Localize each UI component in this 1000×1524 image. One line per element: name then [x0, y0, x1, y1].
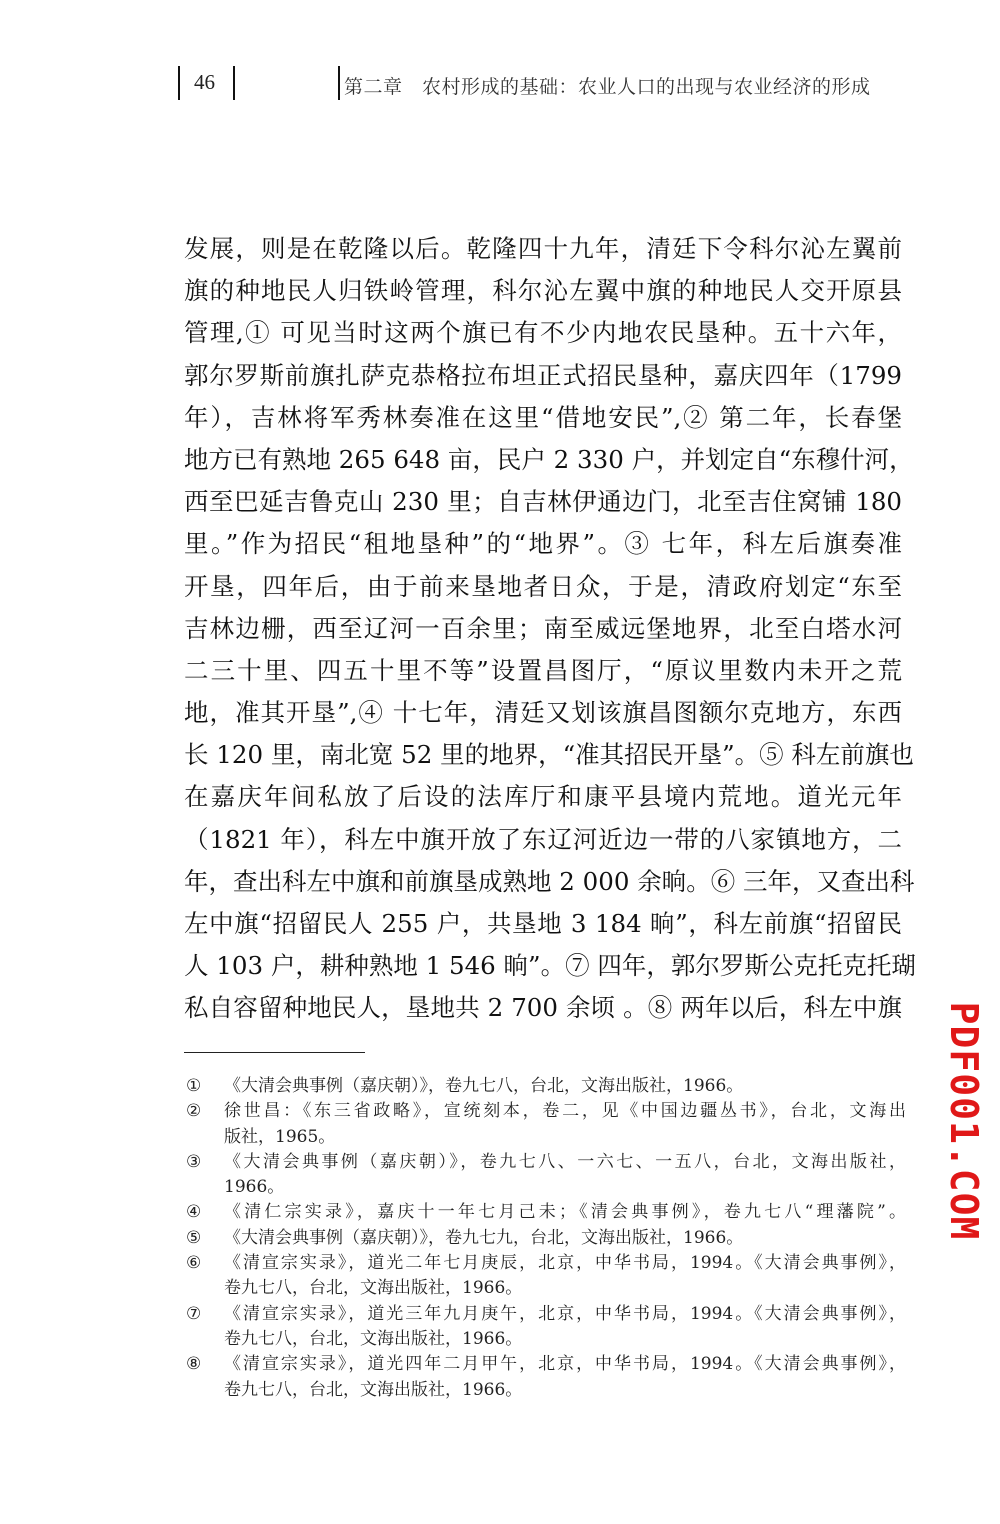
- body-line: 年），吉林将军秀林奏准在这里“借地安民”,② 第二年，长春堡: [184, 402, 902, 432]
- body-line: 地方已有熟地 265 648 亩，民户 2 330 户，并划定自“东穆什河，: [184, 444, 914, 474]
- footnote-mark: ⑥: [186, 1253, 202, 1274]
- footnote-line: 《清宣宗实录》，道光二年七月庚辰，北京，中华书局，1994。《大清会典事例》，: [224, 1253, 906, 1274]
- page-number: 46: [194, 70, 215, 94]
- header-title-rule: [338, 66, 340, 100]
- footnote-line: 《清宣宗实录》，道光四年二月甲午，北京，中华书局，1994。《大清会典事例》，: [224, 1354, 906, 1375]
- footnote-rule: [184, 1052, 365, 1053]
- body-line: 长 120 里，南北宽 52 里的地界，“准其招民开垦”。⑤ 科左前旗也: [184, 740, 914, 770]
- footnote: [184, 1352, 906, 1403]
- footnote: [184, 1099, 906, 1150]
- footnote-line: 《大清会典事例（嘉庆朝）》，卷九七八，台北，文海出版社，1966。: [224, 1076, 744, 1096]
- footnote-line: 《清宣宗实录》，道光三年九月庚午，北京，中华书局，1994。《大清会典事例》，: [224, 1303, 906, 1324]
- footnote-mark: ②: [186, 1101, 202, 1122]
- page-header: [178, 64, 900, 104]
- footnote-mark: ⑤: [186, 1227, 202, 1248]
- body-line: 年，查出科左中旗和前旗垦成熟地 2 000 余晌。⑥ 三年，又查出科: [184, 866, 915, 896]
- body-line: 吉林边栅，西至辽河一百余里；南至威远堡地界，北至白塔水河: [184, 613, 902, 643]
- body-line: 郭尔罗斯前旗扎萨克恭格拉布坦正式招民垦种，嘉庆四年（1799: [184, 360, 902, 390]
- body-line: 二三十里、四五十里不等”设置昌图厅，“原议里数内未开之荒: [184, 655, 902, 685]
- footnote-line: 版社，1965。: [224, 1126, 336, 1147]
- footnote: [184, 1302, 906, 1353]
- body-line: 人 103 户，耕种熟地 1 546 晌”。⑦ 四年，郭尔罗斯公克托克托瑚: [184, 951, 916, 981]
- footnotes: [184, 1074, 906, 1403]
- watermark: [942, 998, 986, 1244]
- footnote-line: 《大清会典事例（嘉庆朝）》，卷九七八、一六七、一五八，台北，文海出版社，: [224, 1151, 906, 1172]
- footnote-mark: ①: [186, 1076, 202, 1096]
- footnote: [184, 1074, 906, 1099]
- footnote-mark: ④: [186, 1202, 202, 1223]
- body-line: 里。”作为招民“租地垦种”的“地界”。③ 七年，科左后旗奏准: [184, 529, 902, 559]
- footnote-line: 徐世昌：《东三省政略》，宣统刻本，卷二，见《中国边疆丛书》，台北，文海出: [224, 1101, 906, 1122]
- header-left-rule: [178, 66, 180, 100]
- body-line: 地，准其开垦”,④ 十七年，清廷又划该旗昌图额尔克地方，东西: [184, 698, 902, 728]
- body-line: 左中旗“招留民人 255 户，共垦地 3 184 晌”，科左前旗“招留民: [184, 909, 902, 938]
- footnote-line: 《大清会典事例（嘉庆朝）》，卷九七九，台北，文海出版社，1966。: [224, 1227, 744, 1248]
- watermark-text: PDF001.COM: [942, 1001, 986, 1241]
- footnote-mark: ⑧: [186, 1354, 202, 1375]
- footnote-line: 卷九七八，台北，文海出版社，1966。: [224, 1379, 523, 1400]
- body-line: 发展，则是在乾隆以后。乾隆四十九年，清廷下令科尔沁左翼前: [184, 234, 902, 263]
- running-title: 第二章 农村形成的基础：农业人口的出现与农业经济的形成: [344, 76, 871, 98]
- body-line: 私自容留种地民人，垦地共 2 700 余顷 。⑧ 两年以后，科左中旗: [184, 993, 902, 1023]
- body-line: 管理,① 可见当时这两个旗已有不少内地农民垦种。五十六年，: [184, 318, 902, 348]
- footnote-line: 《清仁宗实录》，嘉庆十一年七月己未；《清会典事例》，卷九七八“理藩院”。: [224, 1202, 906, 1223]
- footnote: [184, 1251, 906, 1302]
- body-line: 在嘉庆年间私放了后设的法库厅和康平县境内荒地。道光元年: [184, 782, 902, 812]
- footnote-line: 1966。: [224, 1177, 285, 1198]
- footnote: [184, 1200, 906, 1225]
- body-line: 旗的种地民人归铁岭管理，科尔沁左翼中旗的种地民人交开原县: [184, 276, 902, 306]
- body-line: （1821 年），科左中旗开放了东辽河近边一带的八家镇地方，二: [184, 824, 902, 854]
- footnote: [184, 1150, 906, 1201]
- body-text: [184, 228, 916, 1030]
- footnote-line: 卷九七八，台北，文海出版社，1966。: [224, 1328, 523, 1349]
- body-line: 开垦，四年后，由于前来垦地者日众，于是，清政府划定“东至: [184, 571, 902, 601]
- header-page-rule: [233, 66, 235, 100]
- footnote: [184, 1226, 906, 1251]
- footnote-mark: ③: [186, 1151, 202, 1172]
- footnote-mark: ⑦: [186, 1303, 202, 1324]
- footnote-line: 卷九七八，台北，文海出版社，1966。: [224, 1278, 523, 1299]
- body-line: 西至巴延吉鲁克山 230 里；自吉林伊通边门，北至吉住窝铺 180: [184, 487, 902, 517]
